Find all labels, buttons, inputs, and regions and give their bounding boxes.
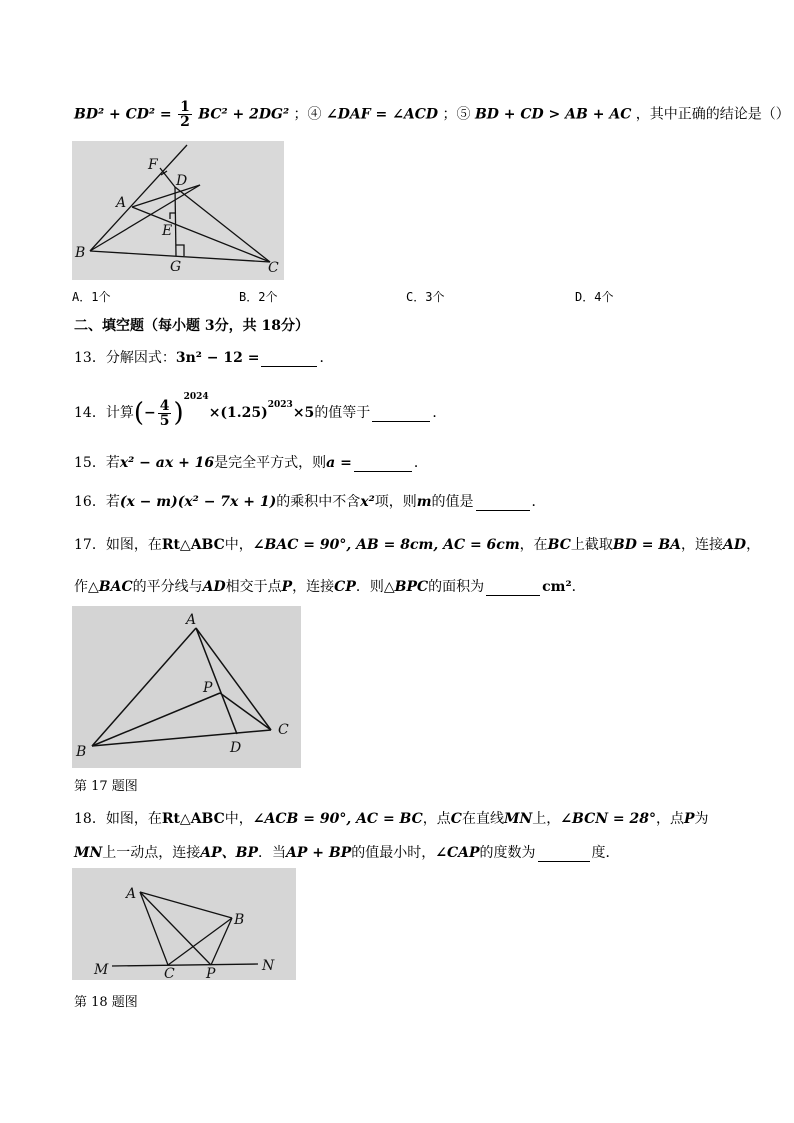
q18-text-2h: 的度数为 [479,845,536,861]
q16-prefix: 16．若 [74,494,120,510]
q17-end: ． [571,579,586,595]
q14-frac-num: 4 [159,397,170,414]
q17-angle-bac: BAC [98,579,133,595]
q17-figure-svg [72,606,301,768]
q17-seg-cp: CP [334,579,356,595]
fig17-label-a: A [186,612,197,628]
fig17-label-d: D [230,740,242,756]
q17-text-2c: 的平分线与 [132,579,203,595]
q14-answer-blank [372,405,430,422]
q12-rhs: BC² + 2DG² [198,106,290,123]
q14-line [74,392,446,428]
q17-text-1a: 17．如图，在 [74,537,162,553]
fig1-line-bd [90,185,200,251]
q18-line-mn-2: MN [74,845,103,861]
fig17-label-b: B [76,744,87,760]
q15-answer-blank [354,455,412,472]
q15-end: ． [413,455,428,471]
q17-text-2g: ，连接 [292,579,335,595]
q14-end: ． [432,405,447,421]
q18-line-mn: MN [503,811,533,827]
q14-fraction [158,399,172,428]
q14-prefix: 14．计算 [74,405,134,421]
q18-line-2 [74,842,620,862]
fig1-label-e: E [162,223,173,239]
q18-text-1i: 上， [532,811,561,827]
q12-figure [72,141,284,280]
q18-point-c: C [450,811,462,827]
fig1-line-dg [175,187,176,256]
option-b: B．2个 [239,290,278,304]
fig1-right-angle-e [170,213,175,219]
fig17-label-p: P [203,680,213,696]
fig17-line-bc [92,730,271,746]
q18-text-1e: ，点 [422,811,451,827]
q13-line [74,347,333,367]
q12-statement-4: ∠DAF = ∠ACD [326,106,439,123]
fig17-label-c: C [278,722,289,738]
q18-figure [72,868,296,980]
q15-expression: x² − ax + 16 [119,455,215,471]
q18-text-1c: 中， [224,811,253,827]
option-d: D．4个 [575,290,614,304]
q12-frac-den: 2 [180,114,190,130]
q16-var: m [416,494,432,510]
q18-text-1a: 18．如图，在 [74,811,162,827]
q14-minus: − [143,405,156,421]
q13-end: ． [319,350,334,366]
q18-sum: AP + BP [286,845,352,861]
fig1-line-bf [90,145,187,251]
q17-triangle: Rt△ABC [161,537,225,553]
fig17-line-ac [196,628,271,730]
q12-statement-5: BD + CD > AB + AC [474,106,632,123]
q17-text-2i: ．则△ [355,579,395,595]
q18-triangle: Rt△ABC [161,811,225,827]
fig1-label-a: A [116,195,127,211]
q14-middle: ×(1.25) [208,405,268,421]
q12-figure-svg [72,141,284,280]
q17-text-1i: ，连接 [681,537,724,553]
q14-exponent-2: 2023 [267,400,293,410]
fig18-label-b: B [234,912,245,928]
q17-seg-ad: AD [723,537,747,553]
fig1-label-b: B [75,245,86,261]
fig18-line-ap [140,892,211,965]
fig1-label-g: G [170,259,182,275]
q18-point-p: P [683,811,695,827]
fig17-line-ba [92,628,196,746]
q13-answer-blank [261,350,317,367]
q17-text-1c: 中， [224,537,253,553]
fig1-label-f: F [148,157,158,173]
q14-frac-den: 5 [159,412,170,429]
q17-triangle-bpc: BPC [394,579,429,595]
q18-segs-ap-bp: AP、BP [200,845,259,861]
fig1-label-d: D [176,173,188,189]
q12-conclusions-line [74,100,790,129]
q12-fraction [178,100,192,129]
q18-text-2b: 上一动点，连接 [102,845,201,861]
fig18-line-mn [112,964,258,966]
q18-answer-blank [538,845,590,862]
q16-middle-2: 项，则 [374,494,417,510]
q18-text-1g: 在直线 [461,811,504,827]
q14-suffix: 的值等于 [314,405,371,421]
q14-tail-expr: ×5 [292,405,315,421]
q12-sep1: ；④ [293,106,322,123]
q17-answer-blank [486,579,540,596]
q15-line [74,452,428,472]
fig18-label-m: M [94,962,109,978]
fig17-line-bp [92,693,220,746]
fig18-label-p: P [206,966,216,980]
fig18-line-ab [140,892,232,918]
q12-sep2: ；⑤ [442,106,471,123]
q17-givens: ∠BAC = 90°, AB = 8cm, AC = 6cm [252,537,520,553]
q18-givens: ∠ACB = 90°, AC = BC [252,811,423,827]
fig18-label-c: C [164,966,175,980]
q16-line [74,491,546,511]
q17-line-2 [74,576,586,596]
q16-middle: 的乘积中不含 [276,494,361,510]
q18-end: 度． [591,845,620,861]
fig1-line-ac [132,207,270,262]
q17-unit: cm² [542,579,572,595]
fig18-line-cb [168,918,232,965]
q17-seg-bc: BC [547,537,571,553]
q17-line-1 [74,534,760,554]
q18-angle-cap: ∠CAP [435,845,480,861]
q18-text-1m: 为 [694,811,709,827]
q18-text-2d: ．当 [258,845,287,861]
q16-expression: (x − m)(x² − 7x + 1) [119,494,277,510]
q18-text-2f: 的值最小时， [351,845,436,861]
q17-text-1e: ，在 [519,537,548,553]
q17-seg-ad-2: AD [202,579,226,595]
q12-lhs: BD² + CD² = [74,106,172,123]
q14-exponent-1: 2024 [183,392,209,402]
q18-text-1k: ，点 [655,811,684,827]
q16-suffix: 的值是 [431,494,474,510]
q12-frac-num: 1 [180,99,190,115]
section-title: 二、填空题（每小题 3分，共 18分） [74,318,309,334]
fig1-line-fd [160,168,175,187]
q17-text-1k: ， [746,537,761,553]
q15-prefix: 15．若 [74,455,120,471]
q17-bd-eq-ba: BD = BA [612,537,682,553]
q17-text-2a: 作△ [74,579,99,595]
fig18-label-n: N [262,958,275,974]
option-a: A．1个 [72,290,111,304]
option-c: C．3个 [406,290,445,304]
fig1-line-ad [132,185,200,207]
q17-text-1g: 上截取 [570,537,613,553]
fig1-line-dc [175,187,270,262]
fig18-line-ac [140,892,168,965]
fig18-label-a: A [126,886,137,902]
fig1-label-c: C [268,260,279,276]
q14-paren-close: ) [173,398,184,428]
q16-answer-blank [476,494,530,511]
fig1-right-angle-g [176,245,184,256]
q15-var: a = [326,455,352,471]
q17-text-2e: 相交于点 [225,579,282,595]
q16-term: x² [360,494,375,510]
q13-prefix: 13．分解因式： [74,350,176,366]
q18-angle-bcn: ∠BCN = 28° [560,811,656,827]
q17-figure [72,606,301,768]
q13-expression: 3n² − 12 = [175,350,260,366]
q17-point-p: P [281,579,293,595]
q17-caption: 第 17 题图 [74,779,138,794]
q16-end: ． [531,494,546,510]
q14-paren-open: ( [133,398,144,428]
q15-middle: 是完全平方式，则 [214,455,327,471]
q18-figure-svg [72,868,296,980]
q17-text-2k: 的面积为 [428,579,485,595]
q18-caption: 第 18 题图 [74,995,138,1010]
q18-line-1 [74,808,709,828]
q12-question-tail: ，其中正确的结论是（） [635,106,790,123]
